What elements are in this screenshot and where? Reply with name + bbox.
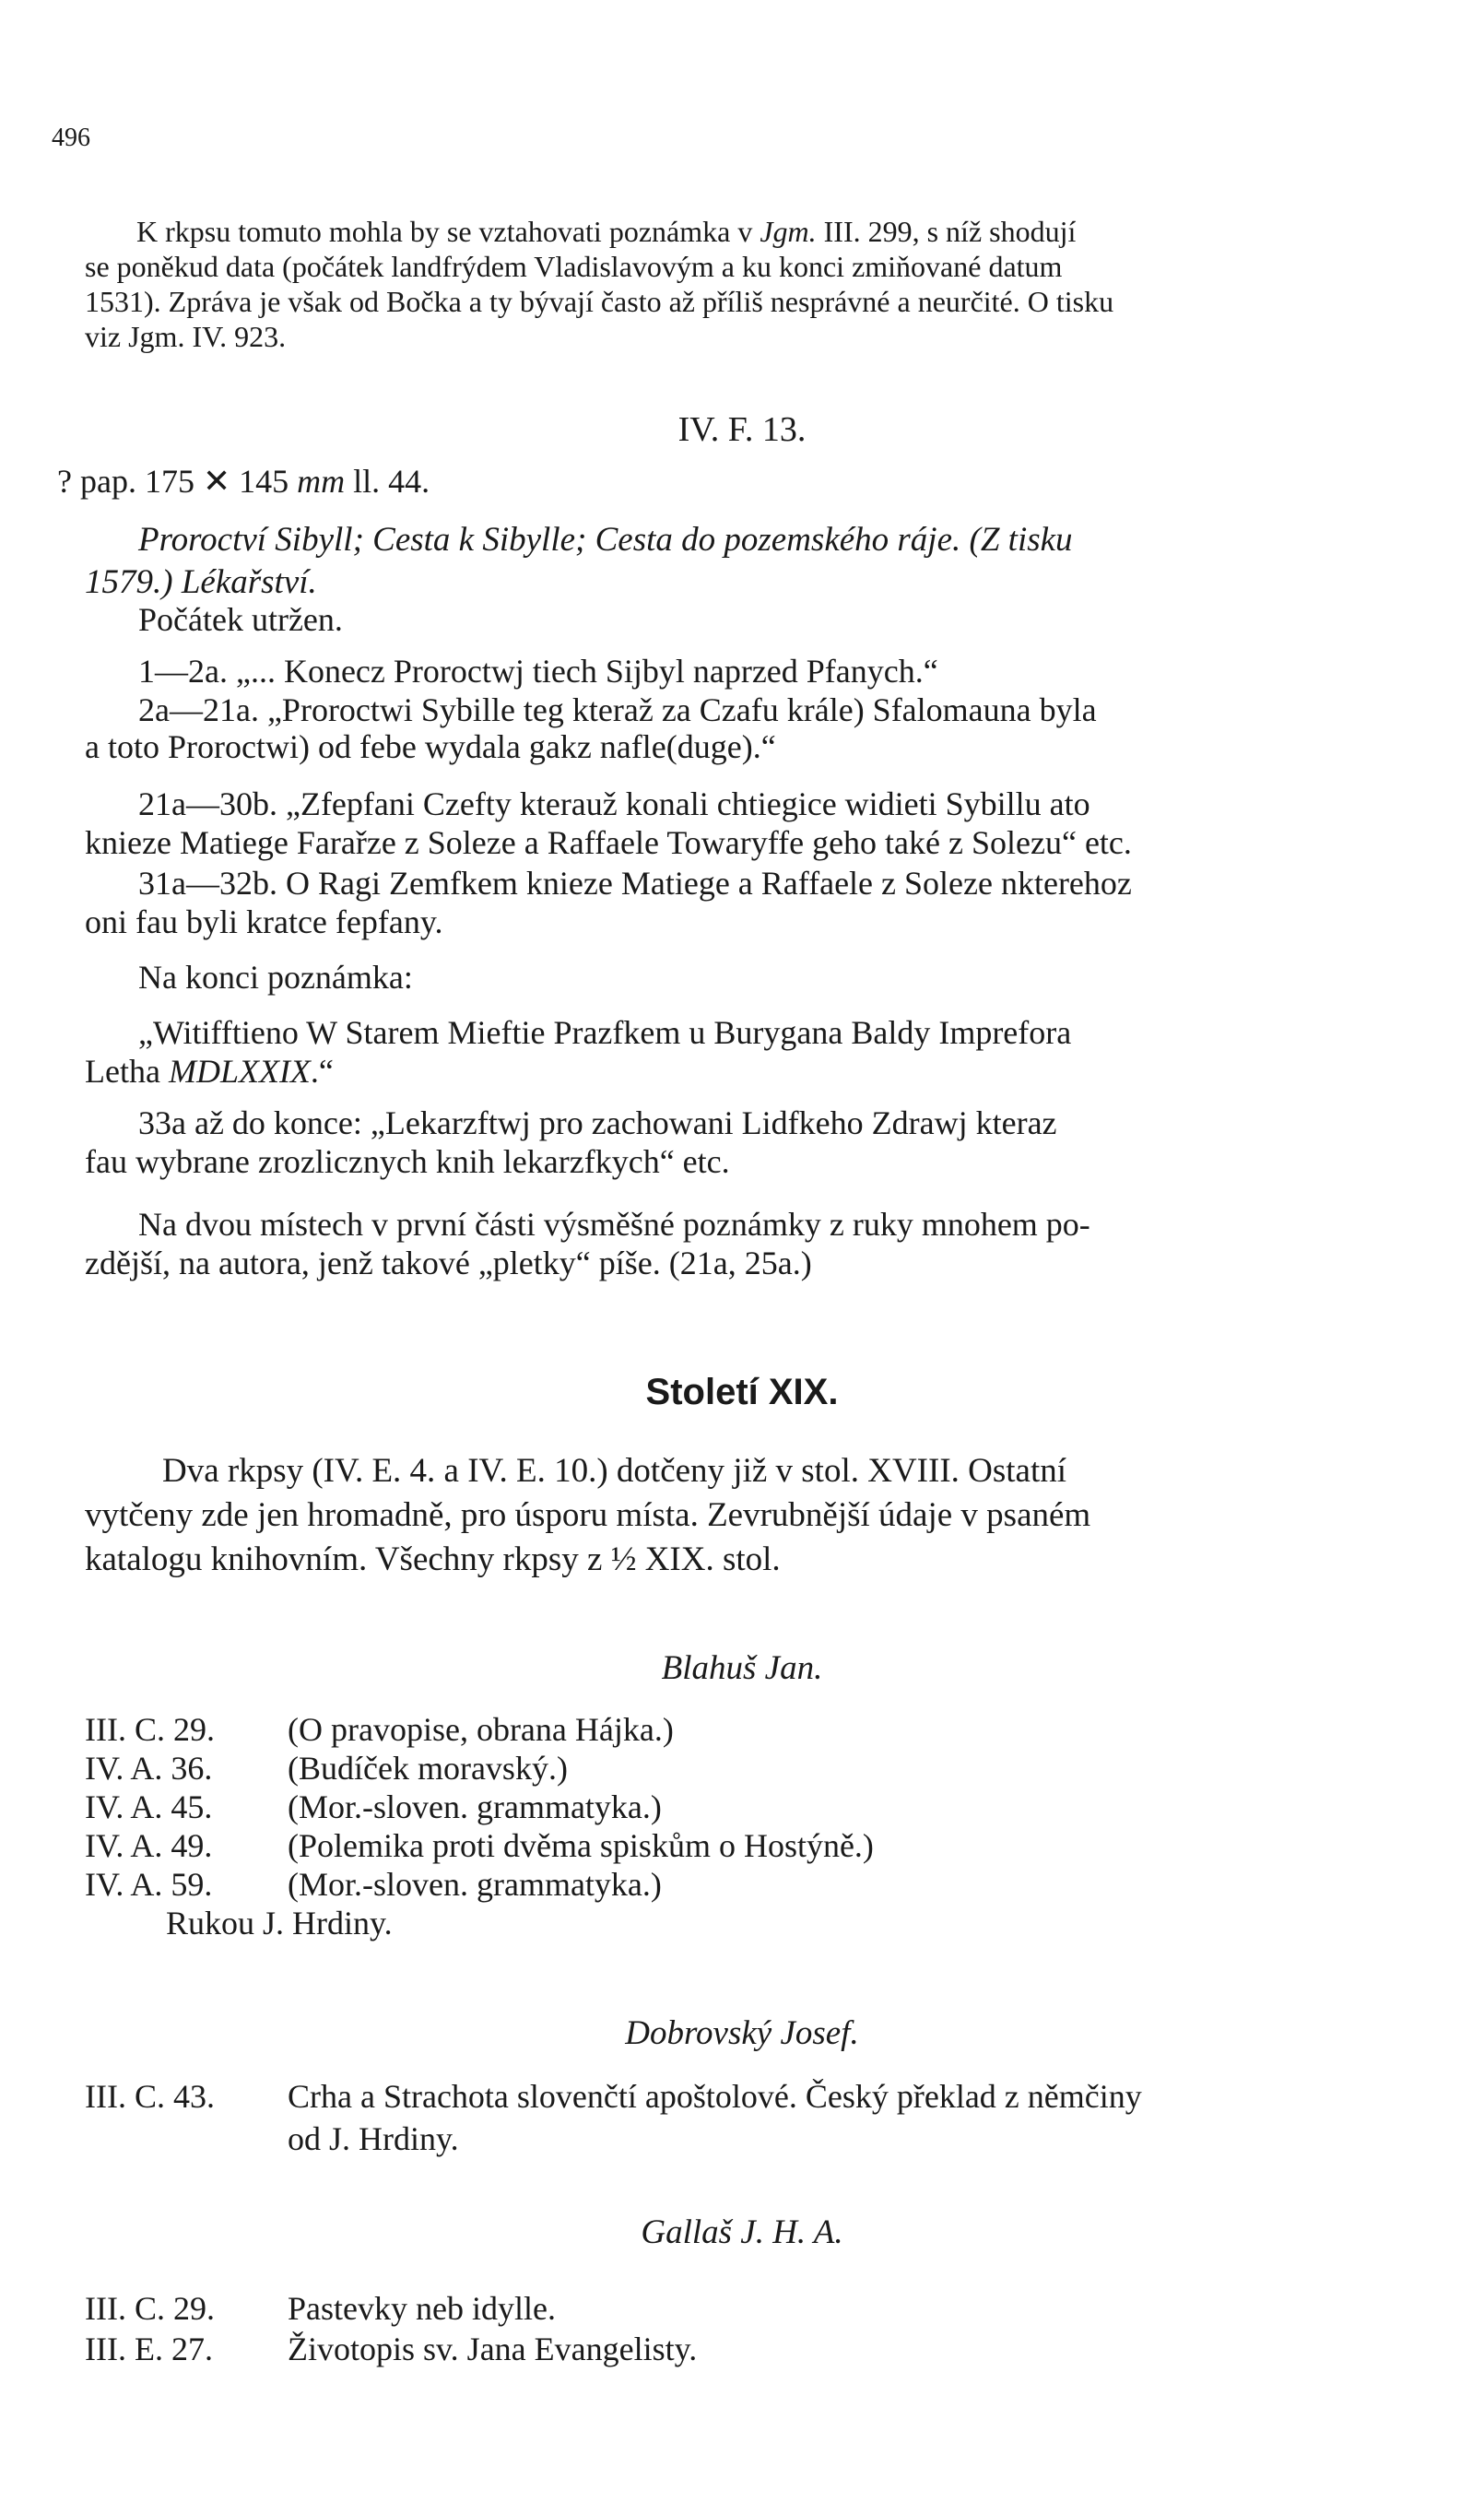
record-title-line-2: 1579.) Lékařství. — [85, 563, 317, 601]
record-entry-5: knieze Matiege Farařze z Soleze a Raffaele Towaryffe geho také z Solezu“ etc. — [85, 824, 1132, 861]
intro-line-3: 1531). Zpráva je však od Bočka a ty bývají často až příliš nesprávné a neurčité. O tisku — [85, 285, 1114, 318]
author-name-blahus: Blahuš Jan. — [661, 1649, 823, 1687]
page-number: 496 — [52, 124, 90, 152]
item-text: (O pravopise, obrana Hájka.) — [288, 1711, 674, 1748]
section-para-line-2: vytčeny zde jen hromadně, pro úsporu místa. Zevrubnější údaje v psaném — [85, 1496, 1091, 1534]
item-text: Crha a Strachota slovenčtí apoštolové. Český překlad z němčiny — [288, 2078, 1142, 2115]
item-text: (Polemika proti dvěma spiskům o Hostýně.) — [288, 1827, 874, 1864]
item-signature: III. C. 29. — [85, 2290, 215, 2327]
author-note-blahus: Rukou J. Hrdiny. — [166, 1905, 393, 1941]
intro-ref-jgm: Jgm. — [760, 215, 817, 248]
para-line-3-post: XIX. stol. — [636, 1540, 781, 1578]
list-item — [85, 1827, 874, 1864]
item-text: Pastevky neb idylle. — [288, 2290, 556, 2327]
record-title-line-1: Proroctví Sibyll; Cesta k Sibylle; Cesta do pozemského ráje. (Z tisku — [138, 521, 1073, 559]
record-remark-line-1: Na dvou místech v první části výsměšné poznámky z ruky mnohem po- — [138, 1206, 1090, 1243]
colophon-date: MDLXXIX — [168, 1053, 311, 1090]
item-text: (Mor.-sloven. grammatyka.) — [288, 1866, 662, 1903]
record-colophon-line-1: „Witifftieno W Starem Mieftie Prazfkem u Burygana Baldy Imprefora — [138, 1014, 1072, 1051]
record-physical-unit: mm — [297, 463, 346, 500]
list-item — [85, 1750, 568, 1787]
record-colophon-line-2 — [85, 1053, 334, 1090]
record-entry-1: 1—2a. „... Konecz Proroctwj tiech Sijbyl naprzed Pfanych.“ — [138, 653, 938, 690]
item-text: (Budíček moravský.) — [288, 1750, 568, 1787]
record-entry-2: 2a—21a. „Proroctwi Sybille teg kteraž za Czafu krále) Sfalomauna byla — [138, 691, 1097, 728]
intro-line-4: viz Jgm. IV. 923. — [85, 320, 287, 353]
record-signature: IV. F. 13. — [677, 410, 807, 449]
para-line-3-fraction: ½ — [610, 1540, 637, 1578]
item-signature: IV. A. 59. — [85, 1866, 213, 1903]
intro-line-1-post: III. 299, s níž shodují — [816, 215, 1077, 248]
record-physical-pre: ? pap. 175 ✕ 145 — [57, 463, 298, 500]
record-physical-post: ll. 44. — [345, 463, 430, 500]
colophon-post: .“ — [310, 1053, 334, 1090]
item-text: (Mor.-sloven. grammatyka.) — [288, 1788, 662, 1825]
item-signature: IV. A. 49. — [85, 1827, 213, 1864]
record-entry-4: 21a—30b. „Zfepfani Czefty kterauž konali chtiegice widieti Sybillu ato — [138, 785, 1090, 822]
item-text: Životopis sv. Jana Evangelisty. — [288, 2331, 698, 2367]
list-item — [85, 1788, 662, 1825]
intro-line-2: se poněkud data (počátek landfrýdem Vladislavovým a ku konci zmiňované datum — [85, 250, 1063, 283]
intro-line-1 — [136, 214, 1076, 249]
record-part2-line-2: fau wybrane zrozlicznych knih lekarzfkych“ etc. — [85, 1143, 730, 1180]
record-remark-line-2: zdější, na autora, jenž takové „pletky“ píše. (21a, 25a.) — [85, 1245, 812, 1281]
item-signature: III. E. 27. — [85, 2331, 213, 2367]
record-entry-3: a toto Proroctwi) od febe wydala gakz nafle(duge).“ — [85, 728, 776, 765]
section-para-line-3 — [85, 1541, 781, 1578]
record-entry-6: 31a—32b. O Ragi Zemfkem knieze Matiege a Raffaele z Soleze nkterehoz — [138, 865, 1132, 902]
record-end-note-label: Na konci poznámka: — [138, 959, 413, 996]
item-signature: III. C. 29. — [85, 1711, 215, 1748]
record-entry-7: oni fau byli kratce fepfany. — [85, 903, 443, 940]
list-item — [85, 2078, 1142, 2115]
item-signature: III. C. 43. — [85, 2078, 215, 2115]
section-para-line-1: Dva rkpsy (IV. E. 4. a IV. E. 10.) dotčeny již v stol. XVIII. Ostatní — [162, 1452, 1067, 1490]
author-name-dobrovsky: Dobrovský Josef. — [625, 2014, 859, 2052]
record-note-start: Počátek utržen. — [138, 601, 343, 638]
list-item — [85, 1711, 674, 1748]
list-item — [85, 1866, 662, 1903]
record-physical — [57, 463, 430, 500]
author-name-gallas: Gallaš J. H. A. — [641, 2213, 843, 2251]
para-line-3-pre: katalogu knihovním. Všechny rkpsy z — [85, 1540, 611, 1578]
list-item — [85, 2290, 556, 2327]
record-part2-line-1: 33a až do konce: „Lekarzftwj pro zachowani Lidfkeho Zdrawj kteraz — [138, 1104, 1057, 1141]
intro-line-1-pre: K rkpsu tomuto mohla by se vztahovati poznámka v — [136, 215, 760, 248]
item-signature: IV. A. 36. — [85, 1750, 213, 1787]
section-heading: Století XIX. — [645, 1372, 839, 1412]
author-note-dobrovsky: od J. Hrdiny. — [288, 2120, 459, 2157]
item-signature: IV. A. 45. — [85, 1788, 213, 1825]
list-item — [85, 2331, 697, 2367]
colophon-pre: Letha — [85, 1053, 169, 1090]
